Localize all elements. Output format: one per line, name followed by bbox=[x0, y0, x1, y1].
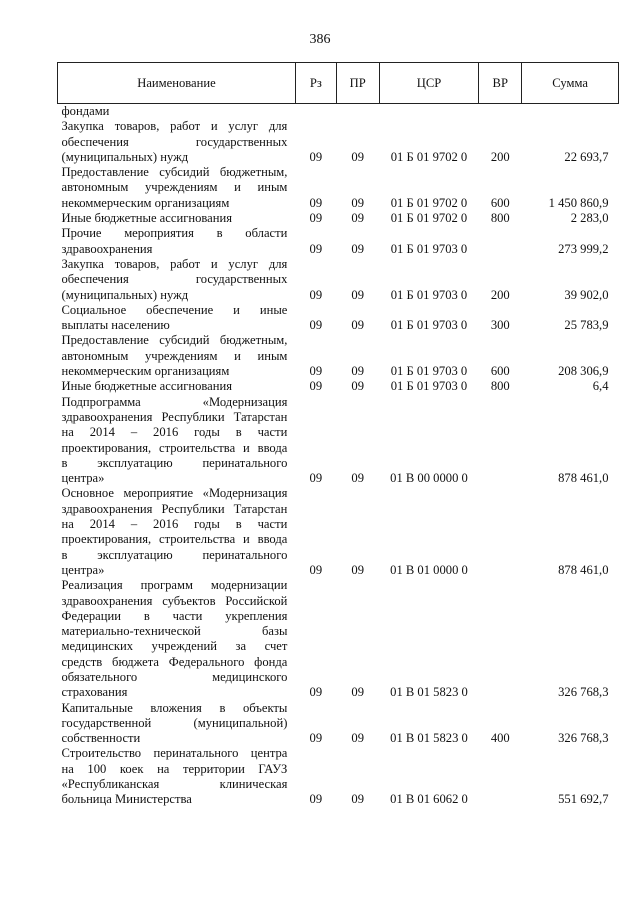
row-name-line: (муниципальных) нужд bbox=[61, 287, 189, 302]
row-name-line bbox=[62, 272, 288, 287]
row-name-line: выплаты населению bbox=[61, 318, 170, 333]
row-sum: 878 461,0 bbox=[558, 471, 609, 486]
row-name-word: в bbox=[216, 226, 223, 241]
row-name-word: Российской bbox=[225, 593, 288, 608]
row-name bbox=[58, 333, 296, 379]
row-name-word: товаров, bbox=[114, 256, 160, 271]
table-row bbox=[58, 104, 619, 120]
row-name-word: части bbox=[172, 608, 203, 623]
row-name-word: субсидий bbox=[159, 333, 210, 348]
row-csr: 01 Б 01 9703 0 bbox=[390, 241, 468, 256]
page-number: 386 bbox=[309, 32, 331, 47]
row-name-word: Капитальные bbox=[61, 700, 133, 715]
row-sum bbox=[522, 104, 619, 120]
row-name-word: – bbox=[130, 425, 138, 440]
row-name-line: (муниципальных) нужд bbox=[61, 149, 189, 164]
row-name-word: ввода bbox=[257, 532, 288, 547]
row-name-word: модернизации bbox=[210, 578, 288, 593]
row-name-line bbox=[62, 594, 288, 609]
row-name-line bbox=[62, 532, 288, 547]
row-name-word: 2014 bbox=[89, 517, 115, 532]
row-pr: 09 bbox=[351, 287, 365, 302]
row-name-word: Закупка bbox=[61, 256, 104, 271]
row-name-word: «Модернизация bbox=[202, 394, 288, 409]
row-name-word: автономным bbox=[61, 348, 129, 363]
row-name-word: Республики bbox=[161, 409, 225, 424]
row-name-word: части bbox=[257, 517, 288, 532]
row-csr: 01 Б 01 9703 0 bbox=[390, 379, 468, 394]
row-name-line: страхования bbox=[61, 685, 128, 700]
row-name-word: медицинских bbox=[61, 639, 134, 654]
row-name-word: в bbox=[235, 425, 242, 440]
header-csr: ЦСР bbox=[379, 63, 479, 104]
row-sum: 551 692,7 bbox=[558, 792, 609, 807]
row-name-word: и bbox=[210, 119, 218, 134]
row-name-word: области bbox=[245, 226, 288, 241]
table-row bbox=[58, 333, 619, 379]
row-name-line bbox=[62, 257, 288, 272]
row-name bbox=[58, 701, 296, 747]
row-name-word: и bbox=[234, 180, 241, 195]
table-row bbox=[58, 226, 619, 257]
row-name-line: некоммерческим организациям bbox=[61, 364, 230, 379]
row-name-word: программ bbox=[140, 578, 193, 593]
row-name-word: перинатального bbox=[202, 455, 288, 470]
row-rz: 09 bbox=[309, 364, 323, 379]
row-name-line bbox=[62, 456, 288, 471]
row-name-word: ГАУЗ bbox=[258, 761, 288, 776]
table-row bbox=[58, 701, 619, 747]
row-name-line bbox=[62, 486, 288, 501]
header-sum: Сумма bbox=[522, 63, 619, 104]
row-rz: 09 bbox=[309, 241, 323, 256]
row-name-word: – bbox=[130, 517, 138, 532]
row-name-line bbox=[62, 410, 288, 425]
row-name-word: государственных bbox=[195, 272, 288, 287]
row-name-word: Подпрограмма bbox=[61, 394, 141, 409]
row-name-word: бюджета bbox=[112, 654, 160, 669]
row-name-line: собственности bbox=[61, 731, 141, 746]
row-name-word: на bbox=[61, 425, 74, 440]
row-name-word: для bbox=[268, 256, 288, 271]
row-name bbox=[58, 746, 296, 807]
row-name-word: Строительство bbox=[61, 746, 142, 761]
row-vr bbox=[479, 578, 522, 700]
row-name-word: Закупка bbox=[61, 119, 104, 134]
row-name-word: (муниципальной) bbox=[193, 715, 288, 730]
row-csr: 01 Б 01 9702 0 bbox=[390, 195, 468, 210]
row-name bbox=[58, 119, 296, 165]
table-row bbox=[58, 379, 619, 394]
row-name-word: здравоохранения bbox=[61, 409, 153, 424]
row-name-word: мероприятие bbox=[123, 486, 194, 501]
row-name-line bbox=[62, 624, 288, 639]
row-name bbox=[58, 395, 296, 487]
row-vr bbox=[479, 104, 522, 120]
row-name-word: в bbox=[61, 547, 68, 562]
row-name-line: больница Министерства bbox=[61, 792, 192, 807]
row-name-word: бюджетным, bbox=[219, 333, 288, 348]
row-name-word: на bbox=[61, 761, 74, 776]
row-name-line bbox=[62, 716, 288, 731]
row-name-word: медицинского bbox=[212, 669, 288, 684]
row-name-word: иным bbox=[257, 348, 288, 363]
row-name-word: иные bbox=[259, 302, 288, 317]
row-name-word: базы bbox=[261, 624, 288, 639]
row-sum: 2 283,0 bbox=[570, 211, 609, 226]
row-rz: 09 bbox=[309, 287, 323, 302]
row-name-line bbox=[62, 609, 288, 624]
row-name-word: и bbox=[243, 532, 250, 547]
row-name-line bbox=[62, 349, 288, 364]
row-sum: 273 999,2 bbox=[558, 241, 609, 256]
row-name-word: учреждений bbox=[151, 639, 217, 654]
row-name-word: 100 bbox=[87, 761, 107, 776]
row-sum: 326 768,3 bbox=[558, 685, 609, 700]
row-name-word: строительства bbox=[159, 440, 236, 455]
row-name-line bbox=[62, 777, 288, 792]
row-name-line bbox=[62, 333, 288, 348]
row-name-line: здравоохранения bbox=[61, 241, 153, 256]
row-name bbox=[58, 303, 296, 334]
row-name-word: иным bbox=[257, 180, 288, 195]
row-name-word: части bbox=[257, 425, 288, 440]
row-name-word: перинатального bbox=[202, 547, 288, 562]
row-vr: 300 bbox=[490, 318, 510, 333]
row-name-word: годы bbox=[194, 425, 220, 440]
row-name-line bbox=[62, 135, 288, 150]
row-vr bbox=[479, 486, 522, 578]
row-name-word: объекты bbox=[242, 700, 288, 715]
row-csr: 01 В 00 0000 0 bbox=[390, 471, 468, 486]
row-name-word: «Модернизация bbox=[202, 486, 288, 501]
row-name-word: счет bbox=[264, 639, 288, 654]
table-row bbox=[58, 486, 619, 578]
row-name-line bbox=[62, 303, 288, 318]
row-sum: 25 783,9 bbox=[564, 318, 609, 333]
row-name-word: субсидий bbox=[159, 165, 210, 180]
table-row bbox=[58, 257, 619, 303]
row-name-line bbox=[62, 502, 288, 517]
table-row bbox=[58, 165, 619, 211]
row-rz: 09 bbox=[309, 792, 323, 807]
row-name-line: фондами bbox=[61, 104, 110, 118]
row-name-word: в bbox=[61, 455, 68, 470]
row-name-word: услуг bbox=[228, 119, 259, 134]
row-name-word: Социальное bbox=[61, 302, 127, 317]
row-name-word: обеспечение bbox=[146, 302, 214, 317]
row-name bbox=[58, 104, 296, 120]
table-row bbox=[58, 211, 619, 226]
row-name-word: 2016 bbox=[153, 425, 179, 440]
row-name-word: и bbox=[233, 302, 240, 317]
row-name-word: учреждениям bbox=[144, 348, 218, 363]
row-name-word: Предоставление bbox=[61, 165, 149, 180]
row-pr: 09 bbox=[351, 685, 365, 700]
header-name: Наименование bbox=[58, 63, 296, 104]
row-name-word: Федерального bbox=[168, 654, 245, 669]
row-vr: 200 bbox=[490, 287, 510, 302]
row-pr: 09 bbox=[351, 731, 365, 746]
row-name-word: центра bbox=[250, 746, 288, 761]
row-name bbox=[58, 379, 296, 394]
row-name-word: обеспечения bbox=[61, 134, 129, 149]
row-name-word: обязательного bbox=[61, 669, 138, 684]
row-sum: 326 768,3 bbox=[558, 731, 609, 746]
row-name-word: Федерации bbox=[61, 608, 121, 623]
row-sum: 22 693,7 bbox=[564, 149, 609, 164]
row-csr: 01 В 01 0000 0 bbox=[390, 562, 468, 577]
row-pr: 09 bbox=[351, 211, 365, 226]
header-rz: Рз bbox=[295, 63, 336, 104]
row-name-word: здравоохранения bbox=[61, 501, 153, 516]
row-name-line bbox=[62, 226, 288, 241]
row-name-word: перинатального bbox=[153, 746, 239, 761]
row-name-word: проектирования, bbox=[61, 532, 152, 547]
row-name-word: и bbox=[243, 440, 250, 455]
row-name-word: услуг bbox=[228, 256, 259, 271]
row-pr: 09 bbox=[351, 792, 365, 807]
row-name-word: эксплуатацию bbox=[97, 455, 173, 470]
row-name-word: Реализация bbox=[61, 578, 123, 593]
row-name-word: средств bbox=[61, 654, 103, 669]
row-name-word: товаров, bbox=[114, 119, 160, 134]
row-name-line: центра» bbox=[61, 562, 105, 577]
row-pr: 09 bbox=[351, 562, 365, 577]
row-name-word: строительства bbox=[159, 532, 236, 547]
row-name-line bbox=[62, 425, 288, 440]
row-name-word: на bbox=[61, 517, 74, 532]
row-name-line bbox=[62, 119, 288, 134]
row-name-word: проектирования, bbox=[61, 440, 152, 455]
row-vr: 400 bbox=[490, 731, 510, 746]
row-name-line bbox=[62, 165, 288, 180]
row-name-line: некоммерческим организациям bbox=[61, 195, 230, 210]
row-name-line bbox=[62, 701, 288, 716]
table-row bbox=[58, 303, 619, 334]
row-name-line bbox=[62, 639, 288, 654]
row-vr bbox=[479, 395, 522, 487]
row-sum: 39 902,0 bbox=[564, 287, 609, 302]
row-pr: 09 bbox=[351, 241, 365, 256]
row-vr: 600 bbox=[490, 195, 510, 210]
row-rz: 09 bbox=[309, 149, 323, 164]
row-name-line bbox=[62, 762, 288, 777]
table-row bbox=[58, 119, 619, 165]
row-name-word: в bbox=[235, 517, 242, 532]
row-pr: 09 bbox=[351, 318, 365, 333]
row-name-line: Иные бюджетные ассигнования bbox=[61, 379, 233, 394]
row-name-word: здравоохранения bbox=[61, 593, 153, 608]
row-sum: 208 306,9 bbox=[558, 364, 609, 379]
row-pr: 09 bbox=[351, 149, 365, 164]
row-name-word: 2014 bbox=[89, 425, 115, 440]
row-name-word: клиническая bbox=[219, 777, 288, 792]
row-csr: 01 В 01 5823 0 bbox=[390, 685, 468, 700]
row-name-word: Республики bbox=[161, 501, 225, 516]
row-vr: 200 bbox=[490, 149, 510, 164]
row-name-word: учреждениям bbox=[144, 180, 218, 195]
row-name-word: территории bbox=[182, 761, 245, 776]
row-name-word: за bbox=[235, 639, 247, 654]
row-name-word: субъектов bbox=[162, 593, 216, 608]
row-rz: 09 bbox=[309, 685, 323, 700]
row-csr: 01 Б 01 9702 0 bbox=[390, 149, 468, 164]
row-pr: 09 bbox=[351, 471, 365, 486]
row-csr: 01 Б 01 9703 0 bbox=[390, 287, 468, 302]
header-pr: ПР bbox=[336, 63, 379, 104]
row-csr: 01 Б 01 9703 0 bbox=[390, 364, 468, 379]
row-name-word: обеспечения bbox=[61, 272, 129, 287]
row-name-line bbox=[62, 655, 288, 670]
row-name bbox=[58, 226, 296, 257]
header-vr: ВР bbox=[479, 63, 522, 104]
row-vr: 600 bbox=[490, 364, 510, 379]
row-name-word: государственных bbox=[195, 134, 288, 149]
row-name-word: 2016 bbox=[153, 517, 179, 532]
row-csr: 01 В 01 5823 0 bbox=[390, 731, 468, 746]
row-name-word: работ bbox=[170, 119, 201, 134]
row-name-word: «Республиканская bbox=[61, 777, 160, 792]
row-name-word: Прочие bbox=[61, 226, 102, 241]
row-name bbox=[58, 165, 296, 211]
row-rz: 09 bbox=[309, 471, 323, 486]
row-csr: 01 В 01 6062 0 bbox=[390, 792, 468, 807]
row-name bbox=[58, 578, 296, 700]
row-name-line bbox=[62, 180, 288, 195]
row-name-word: на bbox=[157, 761, 170, 776]
row-name-line bbox=[62, 578, 288, 593]
row-rz bbox=[295, 104, 336, 120]
row-name-word: Татарстан bbox=[233, 501, 288, 516]
table-header-row bbox=[58, 63, 619, 104]
row-vr: 800 bbox=[490, 211, 510, 226]
row-sum: 6,4 bbox=[592, 379, 609, 394]
row-name-line: центра» bbox=[61, 471, 105, 486]
row-vr bbox=[479, 226, 522, 257]
row-rz: 09 bbox=[309, 195, 323, 210]
row-name-word: в bbox=[143, 608, 150, 623]
row-name-line bbox=[62, 395, 288, 410]
row-name-word: вложения bbox=[150, 700, 202, 715]
table-row bbox=[58, 395, 619, 487]
table-body bbox=[58, 104, 619, 808]
row-name-word: материально-технической bbox=[61, 624, 201, 639]
row-name-word: Предоставление bbox=[61, 333, 149, 348]
row-rz: 09 bbox=[309, 379, 323, 394]
row-name-word: Основное bbox=[61, 486, 114, 501]
row-name-line bbox=[62, 517, 288, 532]
row-name-word: и bbox=[210, 256, 218, 271]
row-rz: 09 bbox=[309, 562, 323, 577]
row-sum: 1 450 860,9 bbox=[548, 195, 609, 210]
row-csr: 01 Б 01 9702 0 bbox=[390, 211, 468, 226]
row-rz: 09 bbox=[309, 211, 323, 226]
row-vr: 800 bbox=[490, 379, 510, 394]
row-name bbox=[58, 257, 296, 303]
row-name-word: эксплуатацию bbox=[97, 547, 173, 562]
row-name bbox=[58, 486, 296, 578]
row-name-word: укрепления bbox=[225, 608, 288, 623]
row-name-word: для bbox=[268, 119, 288, 134]
row-name bbox=[58, 211, 296, 226]
row-name-word: фонда bbox=[254, 654, 288, 669]
row-name-word: ввода bbox=[257, 440, 288, 455]
row-name-word: бюджетным, bbox=[219, 165, 288, 180]
row-csr bbox=[379, 104, 479, 120]
row-name-word: коек bbox=[119, 761, 144, 776]
row-name-line bbox=[62, 548, 288, 563]
row-name-word: и bbox=[234, 348, 241, 363]
table-row bbox=[58, 746, 619, 807]
row-name-line bbox=[62, 670, 288, 685]
budget-table bbox=[57, 62, 619, 808]
row-pr: 09 bbox=[351, 195, 365, 210]
row-name-line bbox=[62, 441, 288, 456]
row-sum: 878 461,0 bbox=[558, 562, 609, 577]
row-vr bbox=[479, 746, 522, 807]
row-pr: 09 bbox=[351, 379, 365, 394]
row-name-word: государственной bbox=[61, 715, 152, 730]
row-rz: 09 bbox=[309, 731, 323, 746]
row-csr: 01 Б 01 9703 0 bbox=[390, 318, 468, 333]
row-rz: 09 bbox=[309, 318, 323, 333]
row-name-word: мероприятия bbox=[124, 226, 194, 241]
row-name-word: Татарстан bbox=[233, 409, 288, 424]
row-name-word: автономным bbox=[61, 180, 129, 195]
row-name-word: работ bbox=[170, 256, 201, 271]
table-row bbox=[58, 578, 619, 700]
row-name-line bbox=[62, 746, 288, 761]
row-pr bbox=[336, 104, 379, 120]
row-name-line: Иные бюджетные ассигнования bbox=[61, 211, 233, 226]
row-pr: 09 bbox=[351, 364, 365, 379]
row-name-word: в bbox=[219, 700, 226, 715]
row-name-word: годы bbox=[194, 517, 220, 532]
